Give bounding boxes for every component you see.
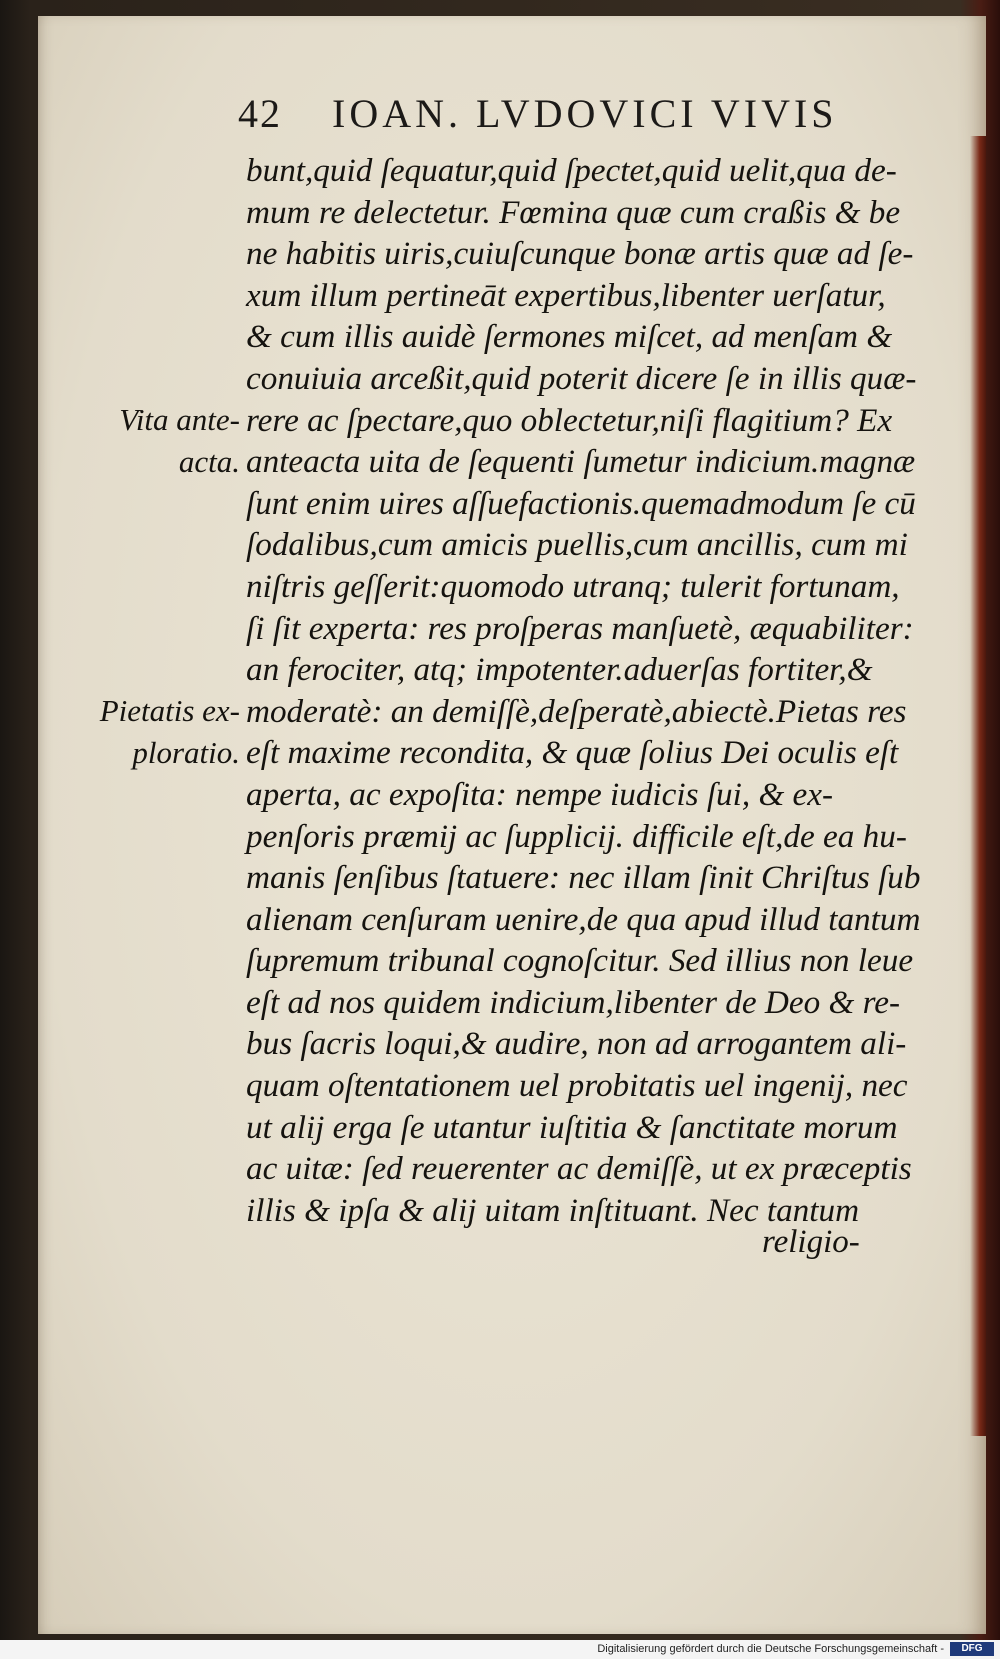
running-head	[238, 90, 878, 137]
text-line: quam oſtentationem uel probitatis uel ingenij, nec	[246, 1067, 908, 1105]
page-edge	[970, 136, 986, 1436]
text-line: moderatè: an demiſſè,deſperatè,abiectè.Pietas res	[246, 692, 907, 730]
body-text-block	[246, 150, 921, 1231]
text-line: & cum illis auidè ſermones miſcet, ad menſam &	[246, 318, 893, 356]
margin-note-line: Pietatis ex-	[99, 693, 240, 728]
text-line: an ferociter, atq; impotenter.aduerſas fortiter,&	[246, 651, 873, 689]
text-line: ſupremum tribunal cognoſcitur. Sed illius non leue	[246, 942, 914, 980]
text-line: mum re delectetur. Fœmina quæ cum craßis & be	[246, 193, 901, 231]
margin-note-pietatis-exploratio	[100, 690, 240, 773]
text-line: eſt maxime recondita, & quæ ſolius Dei oculis eſt	[246, 734, 899, 772]
text-line: anteacta uita de ſequenti ſumetur indicium.magnæ	[246, 443, 916, 481]
text-line: ſunt enim uires aſſuefactionis.quemadmodum ſe cū	[246, 484, 916, 522]
text-line: ut alij erga ſe utantur iuſtitia & ſanctitate morum	[246, 1108, 898, 1146]
text-line: ac uitæ: ſed reuerenter ac demiſſè, ut ex præceptis	[246, 1150, 912, 1188]
text-line: penſoris præmij ac ſupplicij. difficile eſt,de ea hu-	[246, 817, 907, 855]
text-line: conuiuia arceßit,quid poterit dicere ſe in illis quæ-	[246, 359, 917, 397]
text-line: ſodalibus,cum amicis puellis,cum ancillis, cum mi	[246, 526, 908, 564]
catchword: religio-	[762, 1224, 860, 1260]
text-line: bunt,quid ſequatur,quid ſpectet,quid uelit,qua de-	[246, 152, 897, 189]
text-line: ſi ſit experta: res proſperas manſuetè, æquabiliter:	[246, 609, 914, 647]
text-line: illis & ipſa & alij uitam inſtituant. Nec tantum	[246, 1191, 860, 1229]
margin-note-line: acta.	[178, 443, 240, 479]
text-line: aperta, ac expoſita: nempe iudicis ſui, & ex-	[246, 775, 834, 813]
margin-note-line: Vita ante-	[119, 402, 240, 437]
text-line: niſtris geſſerit:quomodo utranq; tulerit fortunam,	[246, 567, 900, 605]
margin-note-line: ploratio.	[132, 734, 240, 770]
text-line: bus ſacris loqui,& audire, non ad arrogantem ali-	[246, 1025, 907, 1063]
text-line: xum illum pertineāt expertibus,libenter uerſatur,	[246, 276, 886, 314]
margin-note-vita-anteacta	[119, 399, 240, 482]
text-line: rere ac ſpectare,quo oblectetur,niſi flagitium? Ex	[246, 401, 893, 439]
text-line: ne habitis uiris,cuiuſcunque bonæ artis quæ ad ſe-	[246, 235, 914, 273]
dfg-logo: DFG	[950, 1642, 994, 1656]
footer-credit: Digitalisierung gefördert durch die Deutsche Forschungsgemeinschaft -	[597, 1643, 944, 1655]
running-title: IOAN. LVDOVICI VIVIS	[332, 91, 838, 136]
text-line: manis ſenſibus ſtatuere: nec illam ſinit Chriſtus ſub	[246, 859, 921, 897]
page-number: 42	[238, 91, 282, 136]
text-line: eſt ad nos quidem indicium,libenter de Deo & re-	[246, 983, 901, 1021]
text-line: alienam cenſuram uenire,de qua apud illud tantum	[246, 900, 921, 938]
